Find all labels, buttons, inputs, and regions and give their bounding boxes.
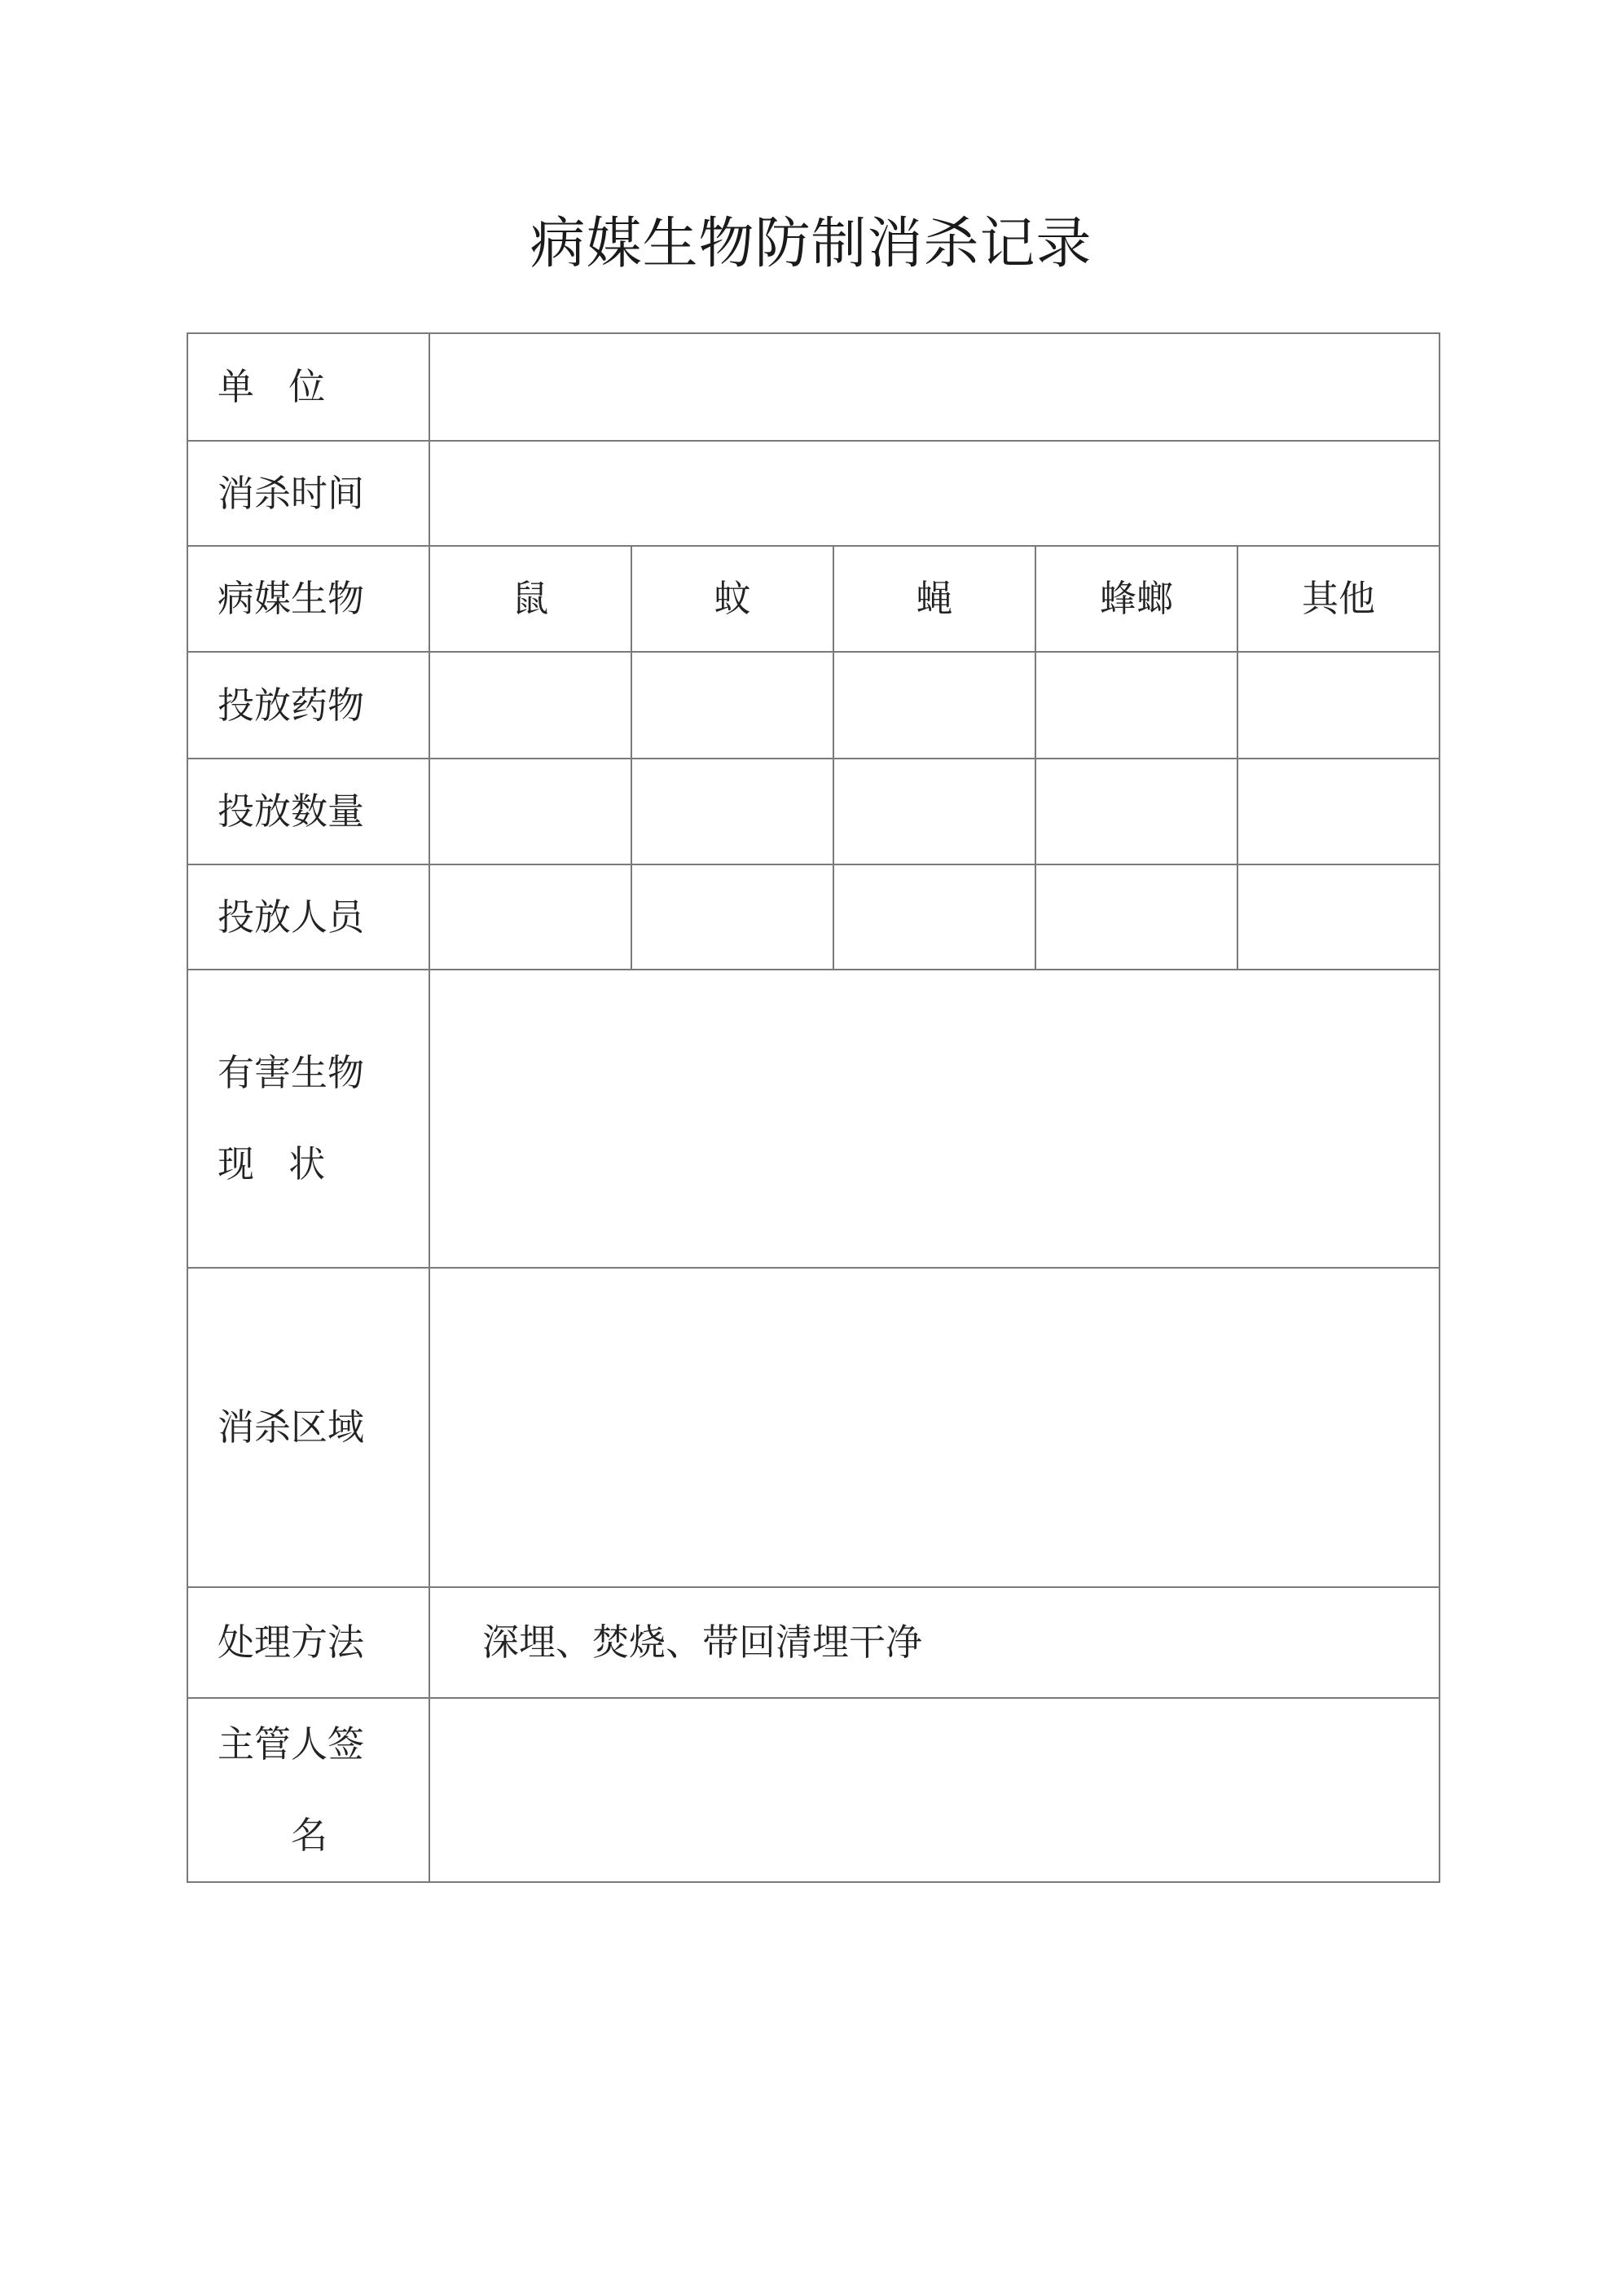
- field-drug-cockroach[interactable]: [1035, 652, 1237, 759]
- field-quantity-cockroach[interactable]: [1035, 759, 1237, 864]
- column-header-rat: 鼠: [429, 546, 631, 652]
- field-staff-mosquito[interactable]: [631, 864, 833, 970]
- disinfection-record-table: [187, 332, 1440, 1883]
- field-quantity-other[interactable]: [1237, 759, 1440, 864]
- field-drug-fly[interactable]: [833, 652, 1035, 759]
- label-drug-text: 投放药物: [218, 683, 365, 727]
- field-quantity-mosquito[interactable]: [631, 759, 833, 864]
- field-staff-cockroach[interactable]: [1035, 864, 1237, 970]
- label-signature: [187, 1698, 429, 1882]
- field-method[interactable]: [429, 1587, 1440, 1698]
- field-staff-other[interactable]: [1237, 864, 1440, 970]
- row-signature: [187, 1698, 1440, 1882]
- field-drug-rat[interactable]: [429, 652, 631, 759]
- row-unit: [187, 333, 1440, 441]
- label-unit-text: 单 位: [218, 365, 326, 408]
- field-drug-mosquito[interactable]: [631, 652, 833, 759]
- field-method-value: 深埋、焚烧、带回清埋干净: [482, 1621, 923, 1664]
- column-header-cockroach: 蜂螂: [1035, 546, 1237, 652]
- label-time-text: 消杀时间: [218, 471, 365, 515]
- label-quantity: [187, 759, 429, 864]
- row-quantity: [187, 759, 1440, 864]
- field-staff-fly[interactable]: [833, 864, 1035, 970]
- row-area: [187, 1268, 1440, 1587]
- label-area: [187, 1268, 429, 1587]
- page-title: 病媒生物防制消杀记录: [530, 212, 1092, 276]
- label-signature-line1: 主管人签: [218, 1722, 365, 1766]
- row-drug: [187, 652, 1440, 759]
- label-vectors-text: 病媒生物: [218, 577, 365, 620]
- field-quantity-rat[interactable]: [429, 759, 631, 864]
- field-quantity-fly[interactable]: [833, 759, 1035, 864]
- column-header-fly: 蝇: [833, 546, 1035, 652]
- label-method: [187, 1587, 429, 1698]
- field-drug-other[interactable]: [1237, 652, 1440, 759]
- label-status-line1: 有害生物: [218, 1051, 365, 1094]
- row-time: [187, 441, 1440, 546]
- label-time: [187, 441, 429, 546]
- row-staff: [187, 864, 1440, 970]
- field-status[interactable]: [429, 970, 1440, 1268]
- label-signature-line2: 名: [291, 1814, 328, 1857]
- label-staff-text: 投放人员: [218, 895, 365, 939]
- label-unit: [187, 333, 429, 441]
- field-time[interactable]: [429, 441, 1440, 546]
- row-vectors: [187, 546, 1440, 652]
- row-method: [187, 1587, 1440, 1698]
- label-vectors: [187, 546, 429, 652]
- label-area-text: 消杀区域: [218, 1405, 365, 1449]
- label-quantity-text: 投放数量: [218, 790, 365, 833]
- label-drug: [187, 652, 429, 759]
- row-status: [187, 970, 1440, 1268]
- field-unit[interactable]: [429, 333, 1440, 441]
- label-method-text: 处理方法: [218, 1621, 365, 1664]
- label-status: [187, 970, 429, 1268]
- label-status-line2: 现 状: [218, 1142, 326, 1185]
- field-area[interactable]: [429, 1268, 1440, 1587]
- field-staff-rat[interactable]: [429, 864, 631, 970]
- label-staff: [187, 864, 429, 970]
- column-header-other: 其他: [1237, 546, 1440, 652]
- column-header-mosquito: 蚊: [631, 546, 833, 652]
- field-signature[interactable]: [429, 1698, 1440, 1882]
